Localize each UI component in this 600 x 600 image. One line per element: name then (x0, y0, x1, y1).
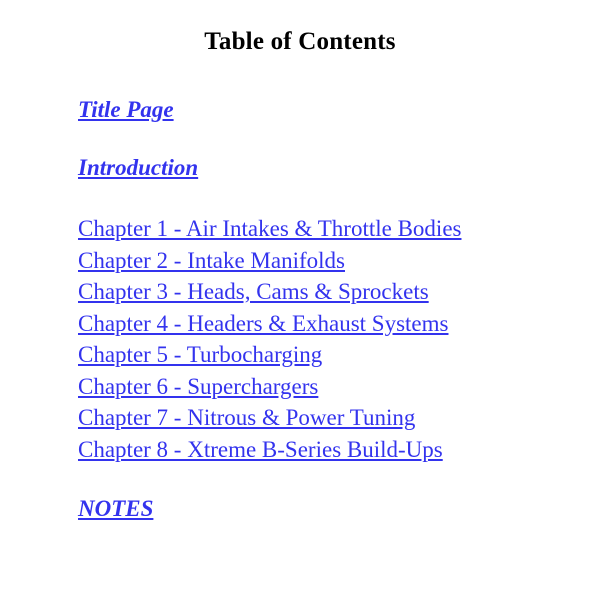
toc-link-chapter-6[interactable]: Chapter 6 - Superchargers (78, 373, 319, 399)
spacer-after-title-page (78, 125, 580, 152)
spacer-before-notes (78, 465, 580, 493)
toc-link-chapter-5[interactable]: Chapter 5 - Turbocharging (78, 342, 323, 367)
toc-link-chapter-3[interactable]: Chapter 3 - Heads, Cams & Sprockets (78, 279, 429, 304)
toc-link-notes[interactable]: NOTES (78, 496, 154, 521)
toc-link-chapter-1[interactable]: Chapter 1 - Air Intakes & Throttle Bodies (78, 216, 462, 241)
toc-link-chapter-4[interactable]: Chapter 4 - Headers & Exhaust Systems (78, 310, 449, 336)
spacer-before-chapters (78, 183, 580, 213)
toc-link-chapter-7[interactable]: Chapter 7 - Nitrous & Power Tuning (78, 405, 416, 430)
toc-links (0, 94, 600, 524)
toc-link-introduction[interactable]: Introduction (78, 155, 199, 180)
front-matter-group (78, 94, 580, 183)
toc-link-chapter-2[interactable]: Chapter 2 - Intake Manifolds (78, 247, 345, 273)
toc-link-title-page[interactable]: Title Page (78, 97, 174, 122)
spacer-after-title (0, 56, 600, 94)
chapter-list (78, 213, 580, 465)
toc-link-chapter-8[interactable]: Chapter 8 - Xtreme B-Series Build-Ups (78, 436, 443, 462)
page-title: Table of Contents (204, 28, 396, 55)
